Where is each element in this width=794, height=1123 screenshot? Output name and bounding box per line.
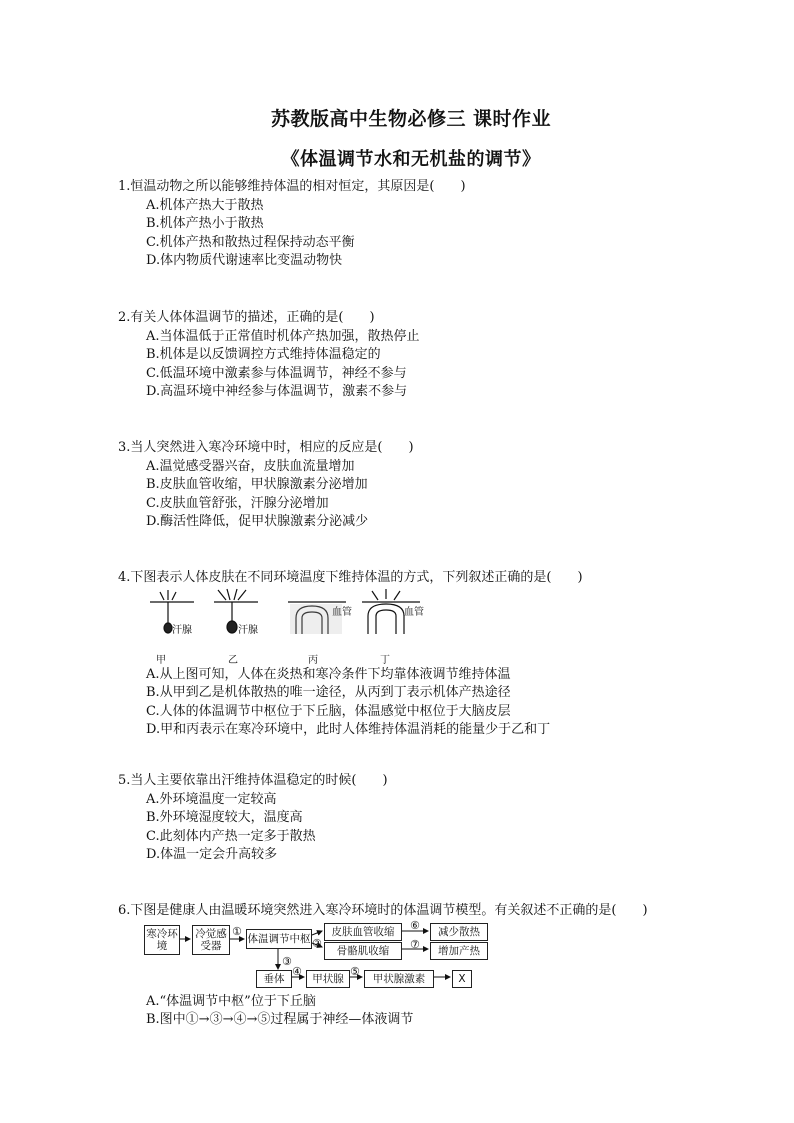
question-4: [118, 569, 583, 740]
figure-tag-sweat-1: 汗腺: [172, 624, 192, 636]
step-3-label: ③: [282, 954, 292, 968]
thermoregulation-center-box: 体温调节中枢: [246, 929, 312, 949]
figure-label-ding: 丁: [380, 654, 390, 666]
page-title: 苏教版高中生物必修三 课时作业: [270, 108, 552, 130]
option-d: D.体内物质代谢速率比变温动物快: [146, 253, 343, 268]
question-1: [118, 178, 466, 271]
question-stem: 4.下图表示人体皮肤在不同环境温度下维持体温的方式，下列叙述正确的是( ): [118, 570, 583, 585]
option-a: A.机体产热大于散热: [146, 197, 264, 213]
step-7-label: ⑦: [410, 937, 420, 951]
question-stem: 5.当人主要依靠出汗维持体温稳定的时候( ): [118, 773, 388, 788]
step-4-label: ④: [292, 964, 302, 978]
option-b: B.外环境湿度较大，温度高: [146, 810, 303, 825]
step-5-label: ⑤: [350, 964, 360, 978]
question-stem: 2.有关人体体温调节的描述，正确的是( ): [118, 310, 375, 325]
figure-label-yi: 乙: [228, 654, 238, 666]
question-5: [118, 772, 388, 865]
step-1-label: ①: [232, 924, 242, 938]
option-c: C.人体的体温调节中枢位于下丘脑，体温感觉中枢位于大脑皮层: [146, 703, 511, 719]
option-d: D.酶活性降低，促甲状腺激素分泌减少: [146, 514, 369, 529]
option-d: D.甲和丙表示在寒冷环境中，此时人体维持体温消耗的能量少于乙和丁: [146, 722, 551, 737]
option-c: C.机体产热和散热过程保持动态平衡: [146, 234, 355, 250]
figure-tag-vessel-2: 血管: [404, 606, 424, 618]
question-stem: 6.下图是健康人由温暖环境突然进入寒冷环境时的体温调节模型。有关叙述不正确的是( ): [118, 903, 648, 918]
increase-heat-box: 增加产热: [430, 942, 488, 960]
option-a: A.当体温低于正常值时机体产热加强，散热停止: [146, 328, 420, 344]
step-6-label: ⑥: [410, 918, 420, 932]
thyroid-hormone-box: 甲状腺激素: [364, 970, 434, 988]
page-subtitle: 《体温调节水和无机盐的调节》: [281, 149, 541, 170]
reduce-heat-loss-box: 减少散热: [430, 923, 488, 941]
cold-receptor-box: 冷觉感受器: [192, 925, 230, 955]
thermoregulation-diagram: [144, 918, 494, 993]
option-b: B.机体产热小于散热: [146, 216, 264, 231]
question-3: [118, 439, 414, 532]
skin-figure: [148, 588, 448, 666]
option-a: A.温觉感受器兴奋，皮肤血流量增加: [146, 458, 355, 474]
option-d: D.高温环境中神经参与体温调节，激素不参与: [146, 384, 408, 399]
thyroid-box: 甲状腺: [306, 970, 350, 988]
x-box: X: [452, 970, 472, 988]
figure-tag-sweat-2: 汗腺: [238, 624, 258, 636]
skin-figure-drawing: [148, 588, 448, 650]
option-b: B.图中①→③→④→⑤过程属于神经—体液调节: [146, 1012, 414, 1027]
question-6: [118, 902, 648, 1030]
pituitary-box: 垂体: [256, 970, 292, 988]
option-c: C.低温环境中激素参与体温调节，神经不参与: [146, 365, 407, 381]
figure-label-bing: 丙: [308, 654, 318, 666]
skin-vessel-box: 皮肤血管收缩: [324, 923, 402, 941]
figure-tag-vessel-1: 血管: [332, 606, 352, 618]
option-d: D.体温一定会升高较多: [146, 847, 278, 862]
question-2: [118, 309, 420, 402]
muscle-box: 骨骼肌收缩: [324, 942, 402, 960]
option-a: A.外环境温度一定较高: [146, 791, 277, 807]
option-b: B.机体是以反馈调控方式维持体温稳定的: [146, 347, 381, 362]
option-b: B.皮肤血管收缩，甲状腺激素分泌增加: [146, 477, 368, 492]
question-stem: 1.恒温动物之所以能够维持体温的相对恒定，其原因是( ): [118, 179, 466, 194]
option-c: C.此刻体内产热一定多于散热: [146, 828, 316, 844]
option-a: A.从上图可知，人体在炎热和寒冷条件下均靠体液调节维持体温: [146, 666, 511, 682]
figure-label-jia: 甲: [156, 654, 166, 666]
cold-environment-box: 寒冷环境: [144, 925, 180, 955]
option-b: B.从甲到乙是机体散热的唯一途径，从丙到丁表示机体产热途径: [146, 685, 511, 700]
option-a: A.“体温调节中枢”位于下丘脑: [146, 993, 316, 1009]
question-stem: 3.当人突然进入寒冷环境中时，相应的反应是( ): [118, 440, 414, 455]
step-2-label: ②: [312, 936, 322, 950]
option-c: C.皮肤血管舒张，汗腺分泌增加: [146, 495, 329, 511]
